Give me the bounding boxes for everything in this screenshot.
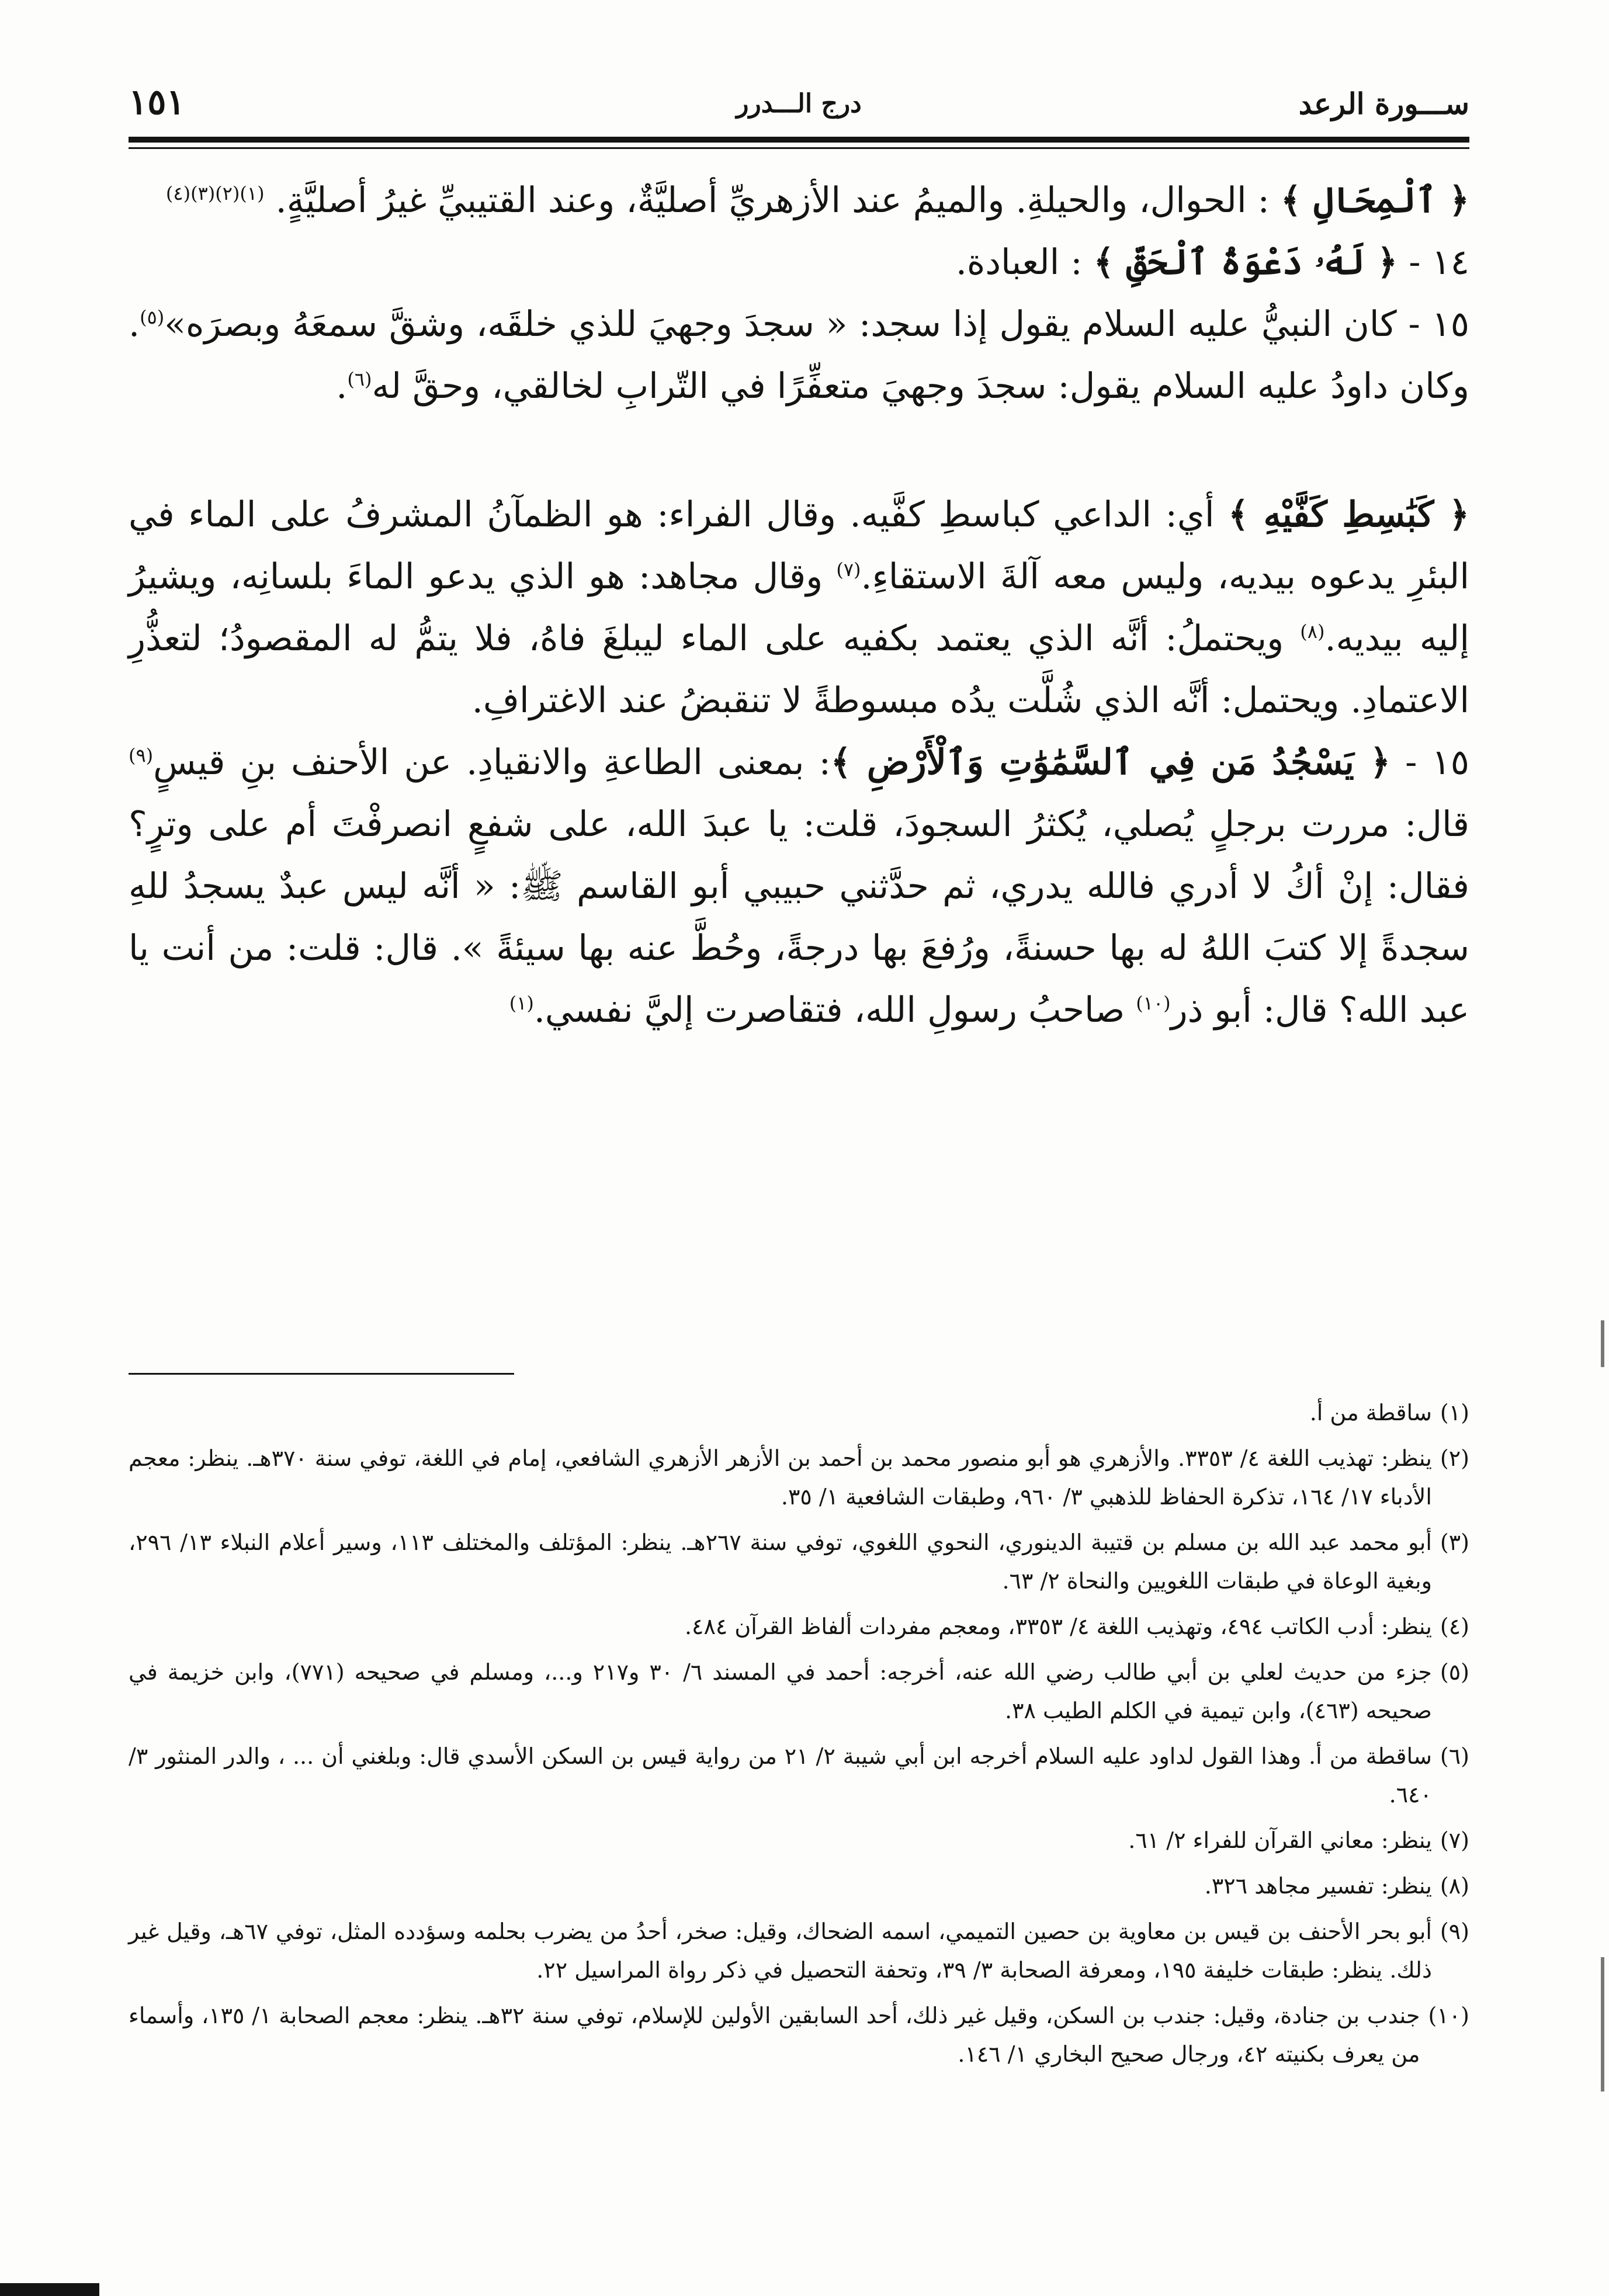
footnote-item	[129, 1439, 1469, 1516]
paragraph-text: كان النبيُّ عليه السلام يقول إذا سجد: « سجدَ وجهيَ للذي خلقَه، وشقَّ سمعَهُ وبصرَه»	[164, 304, 1397, 345]
footnote-ref[interactable]: (٨)	[1300, 620, 1325, 643]
footnote-ref[interactable]: (١)	[509, 992, 534, 1014]
footnote-text: ينظر: أدب الكاتب ٤٩٤، وتهذيب اللغة ٤/ ٣٣٥٣، ومعجم مفردات ألفاظ القرآن ٤٨٤.	[684, 1614, 1432, 1639]
footnote-text: ينظر: معاني القرآن للفراء ٢/ ٦١.	[1128, 1827, 1432, 1853]
footnote-number: (٤)	[1440, 1614, 1469, 1639]
footnote-separator	[129, 1373, 514, 1375]
footnote-number: (١٠)	[1428, 2003, 1469, 2028]
footnote-refs	[166, 180, 265, 221]
footnote-number: (٧)	[1440, 1827, 1469, 1853]
paragraph-yasjud	[129, 731, 1469, 1041]
footnote-text: ساقطة من أ. وهذا القول لداود عليه السلام أخرجه ابن أبي شيبة ٢/ ٢١ من رواية قيس بن السكن الأسدي قال: وبلغني أن ... ، والدر المنثور ٣/ ٦٤٠.	[129, 1743, 1432, 1808]
paragraph-text: .	[336, 366, 348, 407]
book-page	[129, 82, 1469, 2243]
paragraph-text: : الحوال، والحيلةِ. والميمُ عند الأزهريِّ أصليَّةٌ، وعند القتيبيِّ غيرُ أصليَّةٍ.	[275, 180, 1281, 221]
footnote-ref[interactable]: (٥)	[140, 306, 165, 328]
footnote-ref[interactable]: (١)	[240, 182, 265, 204]
paragraph-text: : بمعنى الطاعةِ والانقيادِ. عن الأحنف بنِ قيسٍ	[153, 742, 831, 783]
footnote-item	[129, 1821, 1469, 1860]
scan-bottom-mark	[0, 2283, 99, 2296]
footnote-text: جندب بن جنادة، وقيل: جندب بن السكن، وقيل غير ذلك، أحد السابقين الأولين للإسلام، توفي سنة ٣٢هـ. ينظر: معجم الصحابة ١/ ١٣٥، وأسماء من يعرف بكنيته ٤٢، ورجال صحيح البخاري ١/ ١٤٦.	[129, 2003, 1420, 2067]
footnote-text: أبو محمد عبد الله بن مسلم بن قتيبة الدينوري، النحوي اللغوي، توفي سنة ٢٦٧هـ. ينظر: المؤتلف والمختلف ١١٣، وسير أعلام النبلاء ١٣/ ٢٩٦، وبغية الوعاة في طبقات اللغويين والنحاة ٢/ ٦٣.	[129, 1529, 1432, 1594]
footnote-text: جزء من حديث لعلي بن أبي طالب رضي الله عنه، أخرجه: أحمد في المسند ٦/ ٣٠ و٢١٧ و...، ومسلم في صحيحه (٧٧١)، وابن خزيمة في صحيحه (٤٦٣)، وابن تيمية في الكلم الطيب ٣٨.	[129, 1659, 1432, 1723]
quran-phrase: ﴿ لَهُۥ دَعْوَةُ ٱلْحَقِّ ﴾	[1093, 242, 1398, 283]
footnote-text: ينظر: تفسير مجاهد ٣٢٦.	[1204, 1873, 1432, 1899]
quran-phrase: ﴿ كَبَٰسِطِ كَفَّيْهِ ﴾	[1228, 494, 1469, 535]
footnote-item	[129, 1737, 1469, 1814]
footnote-item	[129, 1607, 1469, 1646]
verse-number: ١٤ -	[1398, 242, 1469, 283]
paragraph-kabasit	[129, 484, 1469, 731]
main-text	[129, 169, 1469, 1041]
paragraph-text: أي: الداعي كباسطِ كفَّيه. وقال الفراء: هو الظمآنُ المشرفُ على الماء في البئرِ يدعوه بيديه، وليس معه آلةَ الاستقاءِ.	[129, 494, 1469, 597]
scan-edge-mark	[1601, 1957, 1604, 2092]
footnote-item	[129, 1996, 1469, 2073]
footnote-ref[interactable]: (١٠)	[1136, 992, 1171, 1014]
footnote-number: (٦)	[1440, 1743, 1469, 1769]
footnote-number: (٣)	[1440, 1529, 1469, 1555]
footnotes	[129, 1393, 1469, 2080]
page-header	[129, 82, 1469, 134]
book-title: درج الـــدرر	[736, 89, 862, 119]
footnote-item	[129, 1653, 1469, 1730]
footnote-number: (٥)	[1440, 1659, 1469, 1685]
footnote-text: ساقطة من أ.	[1309, 1400, 1432, 1426]
footnote-number: (٨)	[1440, 1873, 1469, 1899]
footnote-ref[interactable]: (٣)	[190, 182, 216, 204]
quran-phrase: ﴿ ٱلْمِحَالِ ﴾	[1280, 180, 1469, 221]
quran-phrase: ﴿ يَسْجُدُ مَن فِي ٱلسَّمَٰوَٰتِ وَٱلْأَرْضِ ﴾	[830, 742, 1390, 783]
footnote-ref[interactable]: (٤)	[165, 182, 191, 204]
paragraph-text: . وكان داودُ عليه السلام يقول: سجدَ وجهيَ متعفِّرًا في التّرابِ لخالقي، وحقَّ له	[129, 304, 1469, 407]
footnote-text: أبو بحر الأحنف بن قيس بن معاوية بن حصين التميمي، اسمه الضحاك، وقيل: صخر، أحدُ من يضرب بحلمه وسؤدده المثل، توفي ٦٧هـ، وقيل غير ذلك. ينظر: طبقات خليفة ١٩٥، ومعرفة الصحابة ٣/ ٣٩، وتحفة التحصيل في ذكر رواة المراسيل ٢٢.	[129, 1919, 1432, 1983]
footnote-number: (٢)	[1440, 1445, 1469, 1471]
paragraph-text: قال: مررت برجلٍ يُصلي، يُكثرُ السجودَ، قلت: يا عبدَ الله، على شفعٍ انصرفْتَ أم على وترٍ؟ فقال: إنْ أكُ لا أدري فالله يدري، ثم حدَّثني حبيبي أبو القاسم ﷺ: « أنَّه ليس عبدٌ يسجدُ للهِ سجدةً إلا كتبَ اللهُ له بها حسنةً، ورُفعَ بها درجةً، وحُطَّ عنه بها سيئةً ». قال: قلت: من أنت يا عبد الله؟ قال: أبو ذر	[129, 804, 1469, 1031]
scan-edge-mark	[1601, 1320, 1604, 1367]
paragraph-verse-14	[129, 231, 1469, 293]
paragraph-al-mihal	[129, 169, 1469, 231]
verse-number: ١٥ -	[1396, 304, 1470, 345]
paragraph-text: صاحبُ رسولِ الله، فتقاصرت إليَّ نفسي.	[533, 990, 1136, 1031]
footnote-ref[interactable]: (٢)	[215, 182, 240, 204]
footnote-number: (٩)	[1440, 1919, 1469, 1944]
footnote-number: (١)	[1440, 1400, 1469, 1426]
paragraph-text: وقال مجاهد: هو الذي يدعو الماءَ بلسانِه، ويشيرُ إليه بيديه.	[129, 556, 1469, 659]
paragraph-verse-15-sujud	[129, 293, 1469, 417]
verse-number: ١٥ -	[1390, 742, 1469, 783]
header-rule-thick	[129, 137, 1469, 143]
footnote-ref[interactable]: (٧)	[836, 559, 861, 581]
paragraph-text: ويحتملُ: أنَّه الذي يعتمد بكفيه على الماء ليبلغَ فاهُ، فلا يتمُّ له المقصودُ؛ لتعذُّرِ الاعتمادِ. ويحتمل: أنَّه الذي شُلَّت يدُه مبسوطةً لا تنقبضُ عند الاغترافِ.	[129, 618, 1469, 721]
footnote-text: ينظر: تهذيب اللغة ٤/ ٣٣٥٣. والأزهري هو أبو منصور محمد بن أحمد بن الأزهر الأزهري الشافعي، إمام في اللغة، توفي سنة ٣٧٠هـ. ينظر: معجم الأدباء ١٧/ ١٦٤، تذكرة الحفاظ للذهبي ٣/ ٩٦٠، وطبقات الشافعية ١/ ٣٥.	[129, 1445, 1432, 1510]
footnote-item	[129, 1912, 1469, 1989]
footnote-ref[interactable]: (٦)	[347, 368, 372, 390]
footnote-item	[129, 1393, 1469, 1432]
paragraph-text: : العبادة.	[955, 242, 1094, 283]
header-rule-thin	[129, 147, 1469, 149]
footnote-item	[129, 1523, 1469, 1600]
chapter-title: ســـورة الرعد	[1298, 86, 1469, 121]
footnote-item	[129, 1867, 1469, 1905]
page-number: ١٥١	[129, 82, 185, 123]
footnote-ref[interactable]: (٩)	[129, 744, 154, 767]
